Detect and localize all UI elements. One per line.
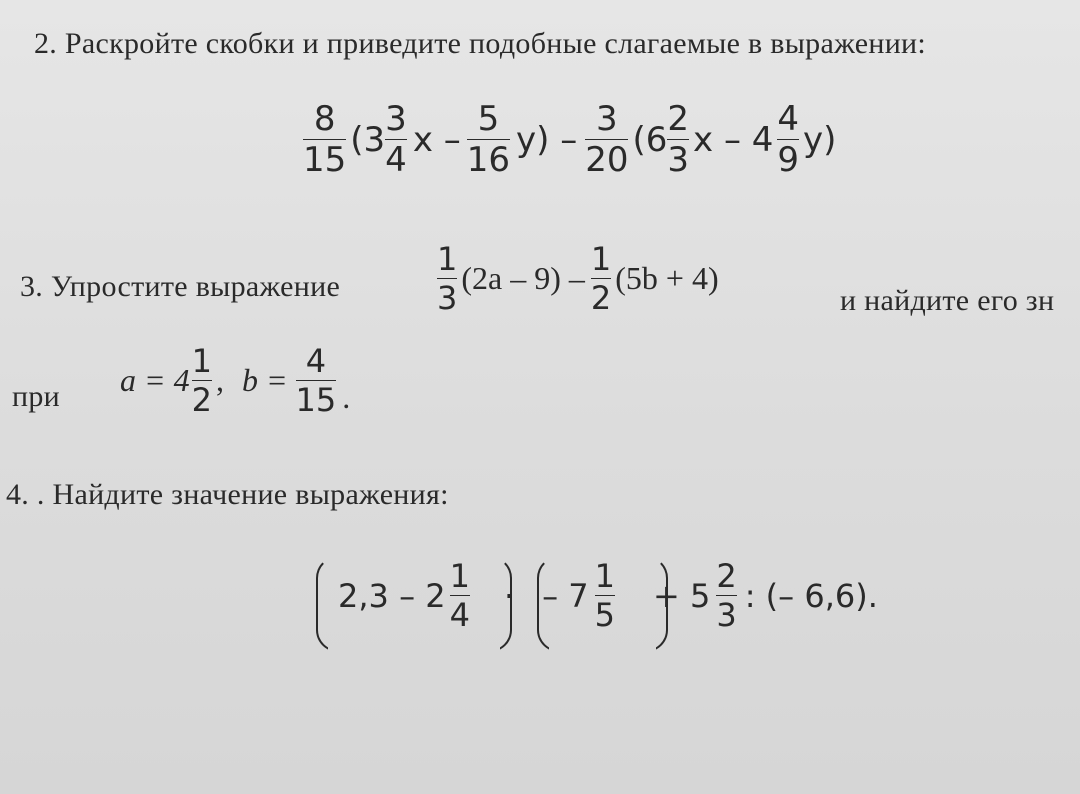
task3-pri: при xyxy=(12,380,61,413)
task3-values xyxy=(120,342,351,419)
fraction-2-3 xyxy=(716,557,737,634)
fraction-numerator: 2 xyxy=(667,99,690,139)
fraction-numerator: 1 xyxy=(594,557,616,595)
fraction-denominator: 4 xyxy=(449,596,470,634)
term-divide-minus-6-6: : (– 6,6). xyxy=(744,576,878,615)
fraction-denominator: 9 xyxy=(777,140,800,180)
term-5b-plus-4: (5b + 4) xyxy=(615,260,719,296)
fraction-denominator: 5 xyxy=(594,596,616,634)
fraction-1-5 xyxy=(594,557,616,634)
fraction-4-15 xyxy=(295,342,337,419)
a-equals-4: a = 4 xyxy=(120,362,190,398)
fraction-2-3 xyxy=(667,99,690,180)
fraction-numerator: 1 xyxy=(449,557,470,595)
term-y-close-minus: y) – xyxy=(516,119,578,160)
fraction-1-2 xyxy=(590,240,612,317)
fraction-denominator: 3 xyxy=(716,596,737,634)
fraction-numerator: 1 xyxy=(191,342,212,380)
fraction-numerator: 3 xyxy=(385,99,407,139)
fraction-denominator: 3 xyxy=(667,140,690,180)
fraction-1-3 xyxy=(437,240,458,317)
fraction-3-20 xyxy=(585,99,629,180)
term-y-close: y) xyxy=(803,119,837,160)
term-x-minus: x – xyxy=(412,119,461,160)
task2-heading: 2. Раскройте скобки и приведите подобные слагаемые в выражении: xyxy=(34,27,927,60)
fraction-denominator: 15 xyxy=(295,381,337,419)
term-x-minus-4: x – 4 xyxy=(693,119,774,160)
fraction-numerator: 4 xyxy=(777,99,800,139)
fraction-denominator: 20 xyxy=(585,140,629,180)
left-paren-1 xyxy=(316,556,338,652)
task4-heading: 4. . Найдите значение выражения: xyxy=(6,478,449,511)
fraction-3-4 xyxy=(385,99,407,180)
fraction-numerator: 1 xyxy=(590,240,612,278)
task2-expression xyxy=(303,99,837,180)
period: . xyxy=(342,379,351,415)
task3-tail: и найдите его зн xyxy=(840,284,1055,317)
task3-expression xyxy=(437,240,719,317)
fraction-denominator: 16 xyxy=(466,140,511,180)
fraction-numerator: 4 xyxy=(305,342,327,380)
open-paren-3: (3 xyxy=(350,119,386,160)
multiply-dot: · xyxy=(503,576,515,615)
fraction-5-16 xyxy=(466,99,511,180)
fraction-denominator: 2 xyxy=(590,279,612,317)
fraction-4-9 xyxy=(777,99,800,180)
fraction-numerator: 1 xyxy=(437,240,458,278)
fraction-denominator: 3 xyxy=(437,279,458,317)
task4-expression xyxy=(338,557,878,634)
fraction-denominator: 2 xyxy=(191,381,212,419)
term-plus-5: + 5 xyxy=(653,576,711,615)
fraction-numerator: 2 xyxy=(716,557,737,595)
fraction-1-4 xyxy=(449,557,470,634)
fraction-denominator: 15 xyxy=(303,140,347,180)
fraction-numerator: 3 xyxy=(596,99,618,139)
b-equals: b = xyxy=(241,362,288,398)
fraction-denominator: 4 xyxy=(385,140,407,180)
term-2-3-minus-2: 2,3 – 2 xyxy=(338,576,446,615)
comma: , xyxy=(215,362,224,398)
fraction-numerator: 8 xyxy=(313,99,336,139)
term-minus-7: – 7 xyxy=(542,576,589,615)
task3-heading: 3. Упростите выражение xyxy=(20,270,341,303)
fraction-8-15 xyxy=(303,99,347,180)
fraction-1-2 xyxy=(191,342,212,419)
term-2a-minus-9: (2a – 9) – xyxy=(461,260,585,296)
fraction-numerator: 5 xyxy=(477,99,500,139)
open-paren-6: (6 xyxy=(632,119,668,160)
